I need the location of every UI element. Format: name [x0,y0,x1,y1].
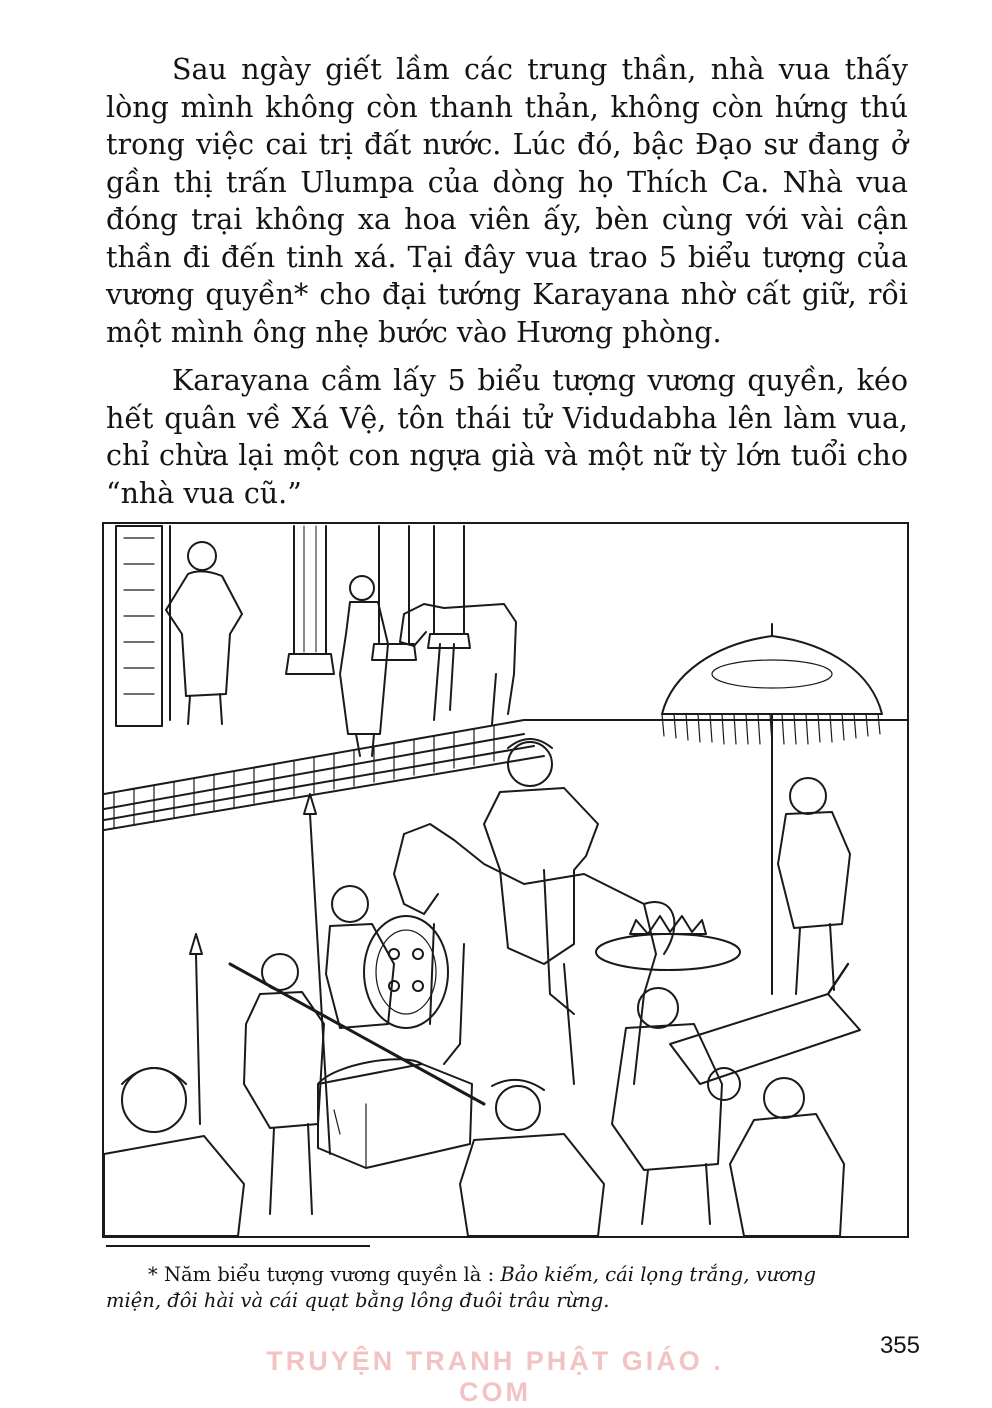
text-line: Karayana cầm lấy 5 biểu tượng vương quyền, kéo [172,364,908,397]
figure-general-on-horse [484,739,598,1014]
footnote-lead: * Năm biểu tượng vương quyền là : [148,1263,501,1286]
text-line: thần đi đến tinh xá. Tại đây vua trao 5 biểu tượng của [106,240,908,274]
watermark: TRUYỆN TRANH PHẬT GIÁO . COM [266,1346,724,1407]
figure-maid [340,576,388,756]
columns [286,526,470,674]
royal-parasol [662,624,882,994]
paragraph-2 [106,362,908,512]
text-line: hết quân về Xá Vệ, tôn thái tử Vidudabha lên làm vua, [106,401,908,435]
text-line: “nhà vua cũ.” [106,476,302,510]
text-line: trong việc cai trị đất nước. Lúc đó, bậc Đạo sư đang ở [106,128,908,161]
page-number: 355 [879,1332,920,1359]
figure-turbaned-man [104,1068,244,1236]
text-line: Sau ngày giết lầm các trung thần, nhà vua thấy [172,53,908,86]
old-horse [400,604,516,724]
spear-2 [190,934,202,1124]
text-line: gần thị trấn Ulumpa của dòng họ Thích Ca. Nhà vua [106,165,908,199]
figure-parasol-bearer [778,778,850,994]
line-drawing [104,524,907,1236]
figure-soldier-shield [326,886,394,1028]
text-line: vương quyền* cho đại tướng Karayana nhờ cất giữ, rồi [106,278,908,311]
doorway [116,526,170,726]
paragraph-1 [106,51,908,351]
round-shield [364,916,448,1028]
footnote-rule [106,1245,370,1247]
text-line: chỉ chừa lại một con ngựa già và một nữ tỳ lớn tuổi cho [106,439,908,472]
footnote-items-2: miện, đôi hài và cái quạt bằng lông đuôi trâu rừng. [106,1289,610,1312]
text-line: đóng trại không xa hoa viên ấy, bèn cùng với vài cận [106,203,908,236]
sword-case-bearers [670,964,860,1236]
text-line: một mình ông nhẹ bước vào Hương phòng. [106,315,722,349]
war-horse [394,824,674,1084]
text-line: lòng mình không còn thanh thản, không còn hứng thú [106,90,908,124]
figure-doorway-man [166,542,242,724]
footnote [106,1262,908,1314]
story-illustration [102,522,909,1238]
footnote-items-1: Bảo kiếm, cái lọng trắng, vương [500,1263,816,1286]
